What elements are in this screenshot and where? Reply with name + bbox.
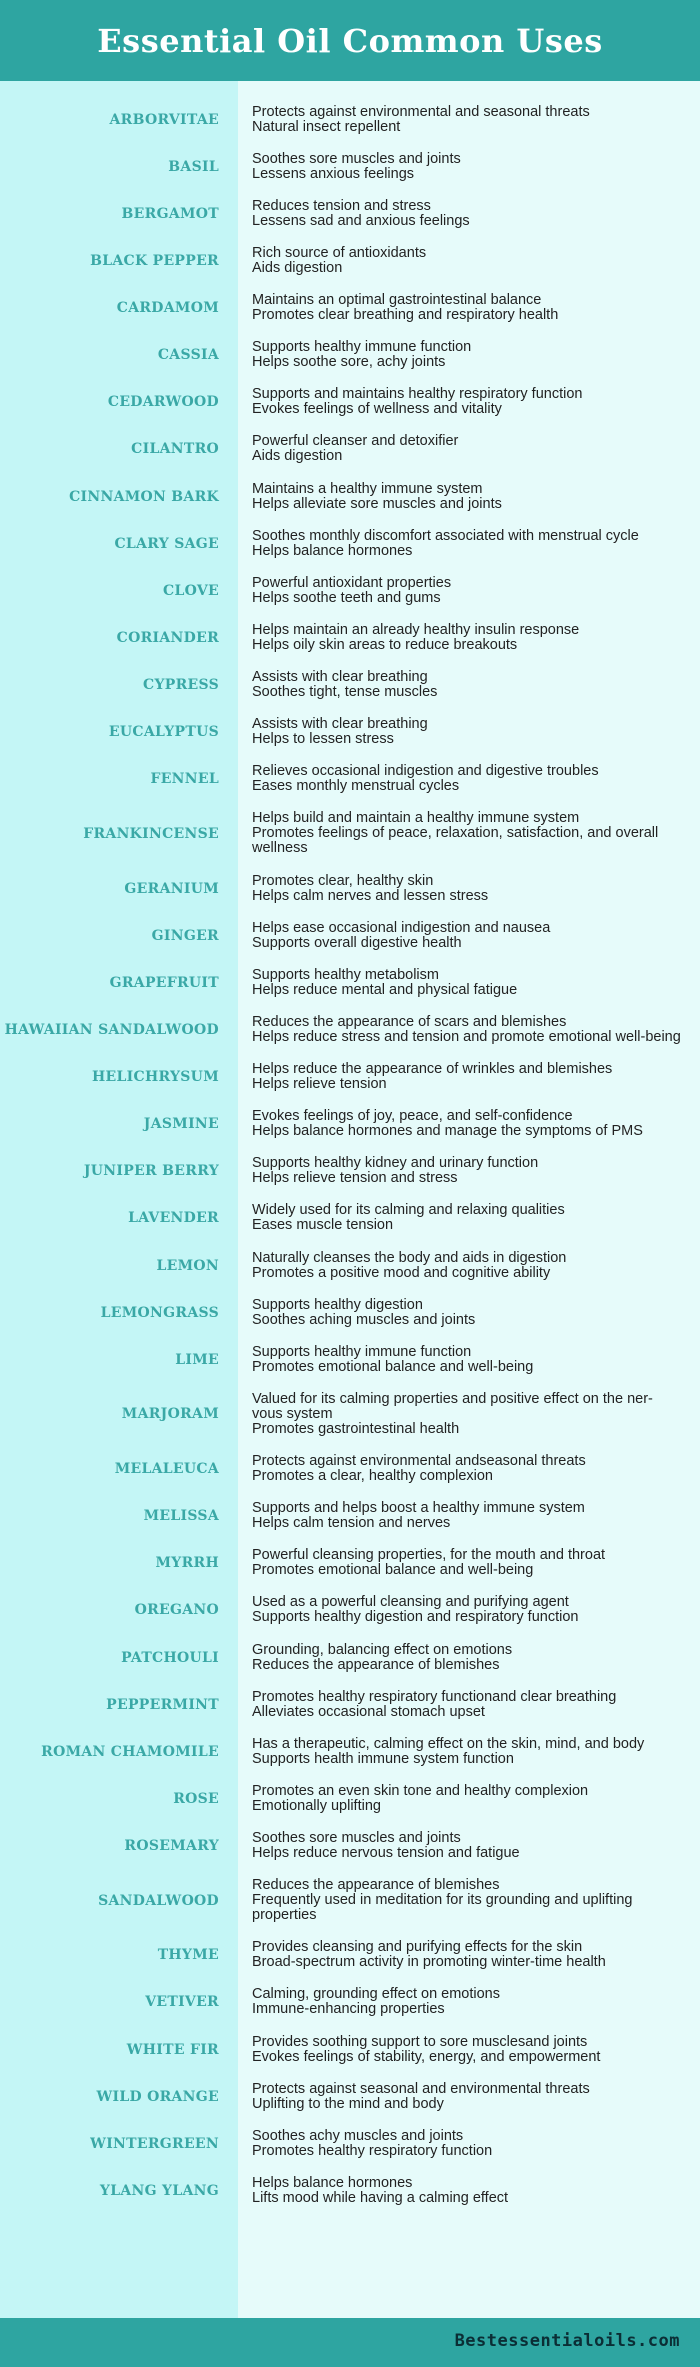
oil-use-line: Supports overall digestive health: [252, 934, 462, 951]
oil-name: BASIL: [168, 158, 219, 175]
oil-use-line: Lifts mood while having a calming effect: [252, 2189, 509, 2206]
oil-row: [0, 379, 700, 426]
oil-name: WHITE FIR: [126, 2041, 219, 2058]
oil-name: FRANKINCENSE: [83, 825, 219, 842]
oil-use-line: Immune-enhancing properties: [252, 2001, 445, 2018]
oil-uses: [252, 811, 682, 856]
oil-use-line: Protects against environmental and seasonal threats: [252, 103, 590, 120]
oil-use-line: Helps reduce mental and physical fatigue: [252, 981, 518, 998]
oil-use-line: Calming, grounding effect on emotions: [252, 1986, 500, 2003]
oil-uses: [252, 1784, 682, 1814]
oil-use-line: Uplifting to the mind and body: [252, 2095, 444, 2112]
oil-row: [0, 1634, 700, 1681]
oil-use-line: Assists with clear breathing: [252, 716, 428, 733]
oil-use-line: Helps alleviate sore muscles and joints: [252, 495, 502, 512]
oil-name: CORIANDER: [116, 629, 219, 646]
oil-name: LEMON: [156, 1257, 219, 1274]
oil-use-line: Helps balance hormones and manage the symptoms of PMS: [252, 1123, 643, 1140]
oil-row: [0, 1446, 700, 1493]
oil-name: ARBORVITAE: [109, 111, 219, 128]
oil-use-line: Supports and helps boost a healthy immune system: [252, 1500, 585, 1517]
oil-row: [0, 865, 700, 912]
oil-row: [0, 190, 700, 237]
oil-name: ROSE: [173, 1790, 219, 1807]
oil-uses: [252, 340, 682, 370]
oil-name: WINTERGREEN: [90, 2135, 219, 2152]
oil-name: THYME: [157, 1947, 219, 1964]
oil-row: [0, 2167, 700, 2214]
oil-name: CILANTRO: [131, 441, 219, 458]
oil-use-line: Reduces the appearance of blemishes: [252, 1656, 500, 1673]
oil-use-line: Promotes emotional balance and well-being: [252, 1562, 534, 1579]
oil-use-line: Reduces the appearance of scars and blemishes: [252, 1013, 567, 1030]
oil-use-line: Powerful antioxidant properties: [252, 574, 452, 591]
oil-name: CYPRESS: [143, 677, 219, 694]
oil-row: [0, 1054, 700, 1101]
oil-use-line: Supports healthy kidney and urinary function: [252, 1155, 539, 1172]
oil-use-line: Helps reduce stress and tension and promote emotional well-being: [252, 1028, 681, 1045]
oil-row: [0, 1932, 700, 1979]
oil-uses: [252, 1015, 682, 1045]
oil-use-line: Helps soothe teeth and gums: [252, 589, 441, 606]
oil-name: MELISSA: [143, 1508, 219, 1525]
oil-name: ROSEMARY: [124, 1838, 219, 1855]
oil-use-line: Evokes feelings of stability, energy, and empowerment: [252, 2048, 601, 2065]
oil-use-line: Grounding, balancing effect on emotions: [252, 1641, 513, 1658]
oil-use-line: Helps to lessen stress: [252, 731, 394, 748]
oil-row: [0, 1242, 700, 1289]
oil-uses: [252, 1392, 682, 1437]
oil-row: [0, 1870, 700, 1932]
oil-uses: [252, 1940, 682, 1970]
oil-row: [0, 756, 700, 803]
oil-use-line: Emotionally uplifting: [252, 1797, 381, 1814]
oil-row: [0, 1195, 700, 1242]
oil-uses: [252, 1501, 682, 1531]
oil-row: [0, 1148, 700, 1195]
oil-use-line: Frequently used in meditation for its grounding and uplifting properties: [252, 1892, 633, 1924]
oil-use-line: Supports healthy metabolism: [252, 966, 439, 983]
oil-name: HELICHRYSUM: [92, 1069, 219, 1086]
oil-use-line: Supports healthy immune function: [252, 1343, 472, 1360]
oil-use-line: Rich source of antioxidants: [252, 244, 427, 261]
oil-name: ROMAN CHAMOMILE: [41, 1743, 219, 1760]
oil-use-line: Provides soothing support to sore musclesand joints: [252, 2033, 588, 2050]
oil-use-line: Helps ease occasional indigestion and nausea: [252, 919, 551, 936]
oil-use-line: Soothes sore muscles and joints: [252, 150, 461, 167]
oil-row: [0, 1383, 700, 1445]
oil-name: BERGAMOT: [121, 205, 219, 222]
oil-use-line: Assists with clear breathing: [252, 669, 428, 686]
oil-row: [0, 2073, 700, 2120]
oil-name: WILD ORANGE: [96, 2088, 219, 2105]
oil-use-line: Helps calm nerves and lessen stress: [252, 887, 489, 904]
oil-row: [0, 520, 700, 567]
oil-uses: [252, 246, 682, 276]
oil-name: LAVENDER: [128, 1210, 219, 1227]
oil-use-line: Helps calm tension and nerves: [252, 1515, 451, 1532]
header-banner: [0, 0, 700, 81]
oil-use-line: Valued for its calming properties and positive effect on the ner-vous system: [252, 1390, 653, 1422]
oil-row: [0, 1823, 700, 1870]
oil-row: [0, 1006, 700, 1053]
oil-use-line: Promotes clear breathing and respiratory health: [252, 307, 559, 324]
oil-use-line: Lessens sad and anxious feelings: [252, 212, 470, 229]
oil-uses: [252, 434, 682, 464]
oil-use-line: Promotes healthy respiratory function: [252, 2142, 493, 2159]
oil-use-line: Alleviates occasional stomach upset: [252, 1703, 485, 1720]
oil-use-line: Relieves occasional indigestion and digestive troubles: [252, 763, 599, 780]
oil-name: MELALEUCA: [114, 1461, 219, 1478]
oil-uses: [252, 968, 682, 998]
oil-name: LIME: [175, 1351, 219, 1368]
oil-use-line: Soothes aching muscles and joints: [252, 1311, 476, 1328]
footer-banner: [0, 2318, 700, 2367]
oil-uses: [252, 576, 682, 606]
oil-row: [0, 473, 700, 520]
oil-row: [0, 1775, 700, 1822]
oil-use-line: Has a therapeutic, calming effect on the skin, mind, and body: [252, 1735, 645, 1752]
oil-use-line: Natural insect repellent: [252, 118, 401, 135]
oil-use-line: Supports healthy immune function: [252, 339, 472, 356]
oil-use-line: Powerful cleansing properties, for the mouth and throat: [252, 1547, 606, 1564]
oil-row: [0, 1587, 700, 1634]
oil-name: CINNAMON BARK: [69, 488, 219, 505]
oil-name: OREGANO: [134, 1602, 219, 1619]
oil-uses: [252, 1831, 682, 1861]
oil-uses: [252, 1737, 682, 1767]
oil-uses: [252, 1062, 682, 1092]
oil-uses: [252, 1643, 682, 1673]
oil-use-line: Powerful cleanser and detoxifier: [252, 433, 459, 450]
oil-use-line: Eases muscle tension: [252, 1217, 394, 1234]
oil-use-line: Soothes monthly discomfort associated with menstrual cycle: [252, 527, 639, 544]
oil-row: [0, 96, 700, 143]
oil-use-line: Promotes feelings of peace, relaxation, satisfaction, and overall wellness: [252, 825, 659, 857]
oil-uses: [252, 1156, 682, 1186]
oil-uses: [252, 623, 682, 653]
oil-use-line: Widely used for its calming and relaxing qualities: [252, 1202, 565, 1219]
oil-uses: [252, 764, 682, 794]
oil-use-line: Promotes clear, healthy skin: [252, 872, 434, 889]
oil-use-line: Eases monthly menstrual cycles: [252, 778, 460, 795]
oil-use-line: Soothes achy muscles and joints: [252, 2127, 464, 2144]
oil-row: [0, 1289, 700, 1336]
oil-use-line: Reduces the appearance of blemishes: [252, 1877, 500, 1894]
oil-row: [0, 143, 700, 190]
oil-use-line: Helps relieve tension: [252, 1076, 387, 1093]
footer-website: Bestessentialoils.com: [454, 2331, 680, 2351]
oil-name: PATCHOULI: [121, 1649, 219, 1666]
oil-row: [0, 1728, 700, 1775]
oil-use-line: Soothes tight, tense muscles: [252, 684, 438, 701]
oil-uses: [252, 1454, 682, 1484]
oil-row: [0, 614, 700, 661]
oil-use-line: Soothes sore muscles and joints: [252, 1830, 461, 1847]
oil-use-line: Supports health immune system function: [252, 1750, 514, 1767]
oil-name: JUNIPER BERRY: [83, 1163, 219, 1180]
oil-row: [0, 285, 700, 332]
oil-uses: [252, 921, 682, 951]
oil-uses: [252, 1548, 682, 1578]
oil-use-line: Protects against seasonal and environmental threats: [252, 2080, 590, 2097]
oil-name: BLACK PEPPER: [90, 252, 219, 269]
oil-name: CARDAMOM: [116, 300, 219, 317]
oil-use-line: Evokes feelings of wellness and vitality: [252, 401, 502, 418]
oil-name: JASMINE: [143, 1116, 219, 1133]
oil-row: [0, 567, 700, 614]
oil-use-line: Aids digestion: [252, 448, 343, 465]
oil-name: CLARY SAGE: [114, 535, 219, 552]
oil-row: [0, 2120, 700, 2167]
oil-use-line: Helps reduce nervous tension and fatigue: [252, 1845, 520, 1862]
oil-name: MYRRH: [155, 1555, 219, 1572]
oil-use-line: Promotes an even skin tone and healthy complexion: [252, 1782, 589, 1799]
oil-uses: [252, 2176, 682, 2206]
oil-use-line: Helps oily skin areas to reduce breakouts: [252, 636, 518, 653]
oil-uses: [252, 1987, 682, 2017]
oil-use-line: Reduces tension and stress: [252, 197, 431, 214]
oil-row: [0, 332, 700, 379]
oil-name: GINGER: [151, 927, 219, 944]
oil-uses: [252, 152, 682, 182]
oil-uses: [252, 1690, 682, 1720]
oil-uses: [252, 1345, 682, 1375]
oil-use-line: Promotes healthy respiratory functionand clear breathing: [252, 1688, 617, 1705]
oil-name: CASSIA: [157, 347, 219, 364]
oil-use-line: Broad-spectrum activity in promoting winter-time health: [252, 1954, 606, 1971]
oil-use-line: Promotes a clear, healthy complexion: [252, 1468, 493, 1485]
oil-uses: [252, 199, 682, 229]
oil-uses: [252, 105, 682, 135]
oil-uses: [252, 1595, 682, 1625]
oil-use-line: Helps build and maintain a healthy immune system: [252, 810, 580, 827]
oil-use-line: Maintains an optimal gastrointestinal balance: [252, 292, 542, 309]
oil-name: EUCALYPTUS: [108, 724, 219, 741]
oil-row: [0, 1336, 700, 1383]
oil-uses: [252, 482, 682, 512]
oil-row: [0, 1681, 700, 1728]
oil-uses: [252, 1298, 682, 1328]
oil-uses: [252, 387, 682, 417]
oil-row: [0, 426, 700, 473]
oil-row: [0, 709, 700, 756]
oil-use-line: Helps maintain an already healthy insulin response: [252, 621, 580, 638]
oil-use-line: Supports healthy digestion: [252, 1296, 423, 1313]
oil-use-line: Protects against environmental andseasonal threats: [252, 1453, 586, 1470]
oil-name: GRAPEFRUIT: [109, 974, 219, 991]
oil-name: VETIVER: [145, 1994, 219, 2011]
oil-row: [0, 1979, 700, 2026]
oil-use-line: Used as a powerful cleansing and purifying agent: [252, 1594, 569, 1611]
oil-list: [0, 96, 700, 2215]
oil-uses: [252, 2129, 682, 2159]
oil-uses: [252, 2082, 682, 2112]
oil-uses: [252, 1251, 682, 1281]
oil-name: HAWAIIAN SANDALWOOD: [4, 1021, 219, 1038]
oil-use-line: Helps balance hormones: [252, 542, 413, 559]
oil-row: [0, 1101, 700, 1148]
oil-uses: [252, 1878, 682, 1923]
oil-use-line: Promotes a positive mood and cognitive ability: [252, 1264, 551, 1281]
oil-uses: [252, 2035, 682, 2065]
oil-uses: [252, 670, 682, 700]
oil-row: [0, 1493, 700, 1540]
oil-use-line: Naturally cleanses the body and aids in digestion: [252, 1249, 567, 1266]
oil-row: [0, 1540, 700, 1587]
oil-name: YLANG YLANG: [99, 2182, 219, 2199]
oil-row: [0, 959, 700, 1006]
oil-use-line: Aids digestion: [252, 259, 343, 276]
oil-use-line: Supports and maintains healthy respiratory function: [252, 386, 583, 403]
oil-name: PEPPERMINT: [106, 1696, 219, 1713]
oil-row: [0, 662, 700, 709]
oil-name: FENNEL: [150, 771, 219, 788]
oil-row: [0, 2026, 700, 2073]
oil-name: CLOVE: [163, 582, 219, 599]
oil-name: CEDARWOOD: [107, 394, 219, 411]
oil-uses: [252, 1109, 682, 1139]
oil-use-line: Maintains a healthy immune system: [252, 480, 483, 497]
oil-use-line: Promotes emotional balance and well-being: [252, 1358, 534, 1375]
oil-row: [0, 912, 700, 959]
oil-use-line: Helps soothe sore, achy joints: [252, 354, 446, 371]
oil-uses: [252, 874, 682, 904]
oil-row: [0, 803, 700, 865]
oil-uses: [252, 293, 682, 323]
oil-uses: [252, 529, 682, 559]
oil-use-line: Helps reduce the appearance of wrinkles and blemishes: [252, 1061, 613, 1078]
oil-use-line: Lessens anxious feelings: [252, 165, 415, 182]
oil-name: GERANIUM: [124, 880, 219, 897]
oil-use-line: Helps balance hormones: [252, 2174, 413, 2191]
oil-use-line: Supports healthy digestion and respiratory function: [252, 1609, 579, 1626]
oil-use-line: Helps relieve tension and stress: [252, 1170, 458, 1187]
oil-use-line: Evokes feelings of joy, peace, and self-confidence: [252, 1108, 573, 1125]
oil-name: MARJORAM: [121, 1406, 219, 1423]
oil-uses: [252, 717, 682, 747]
oil-use-line: Provides cleansing and purifying effects for the skin: [252, 1939, 583, 1956]
oil-uses: [252, 1203, 682, 1233]
oil-use-line: Promotes gastrointestinal health: [252, 1420, 460, 1437]
oil-row: [0, 237, 700, 284]
oil-name: SANDALWOOD: [98, 1892, 219, 1909]
oil-name: LEMONGRASS: [100, 1304, 219, 1321]
page-title: Essential Oil Common Uses: [97, 21, 603, 60]
